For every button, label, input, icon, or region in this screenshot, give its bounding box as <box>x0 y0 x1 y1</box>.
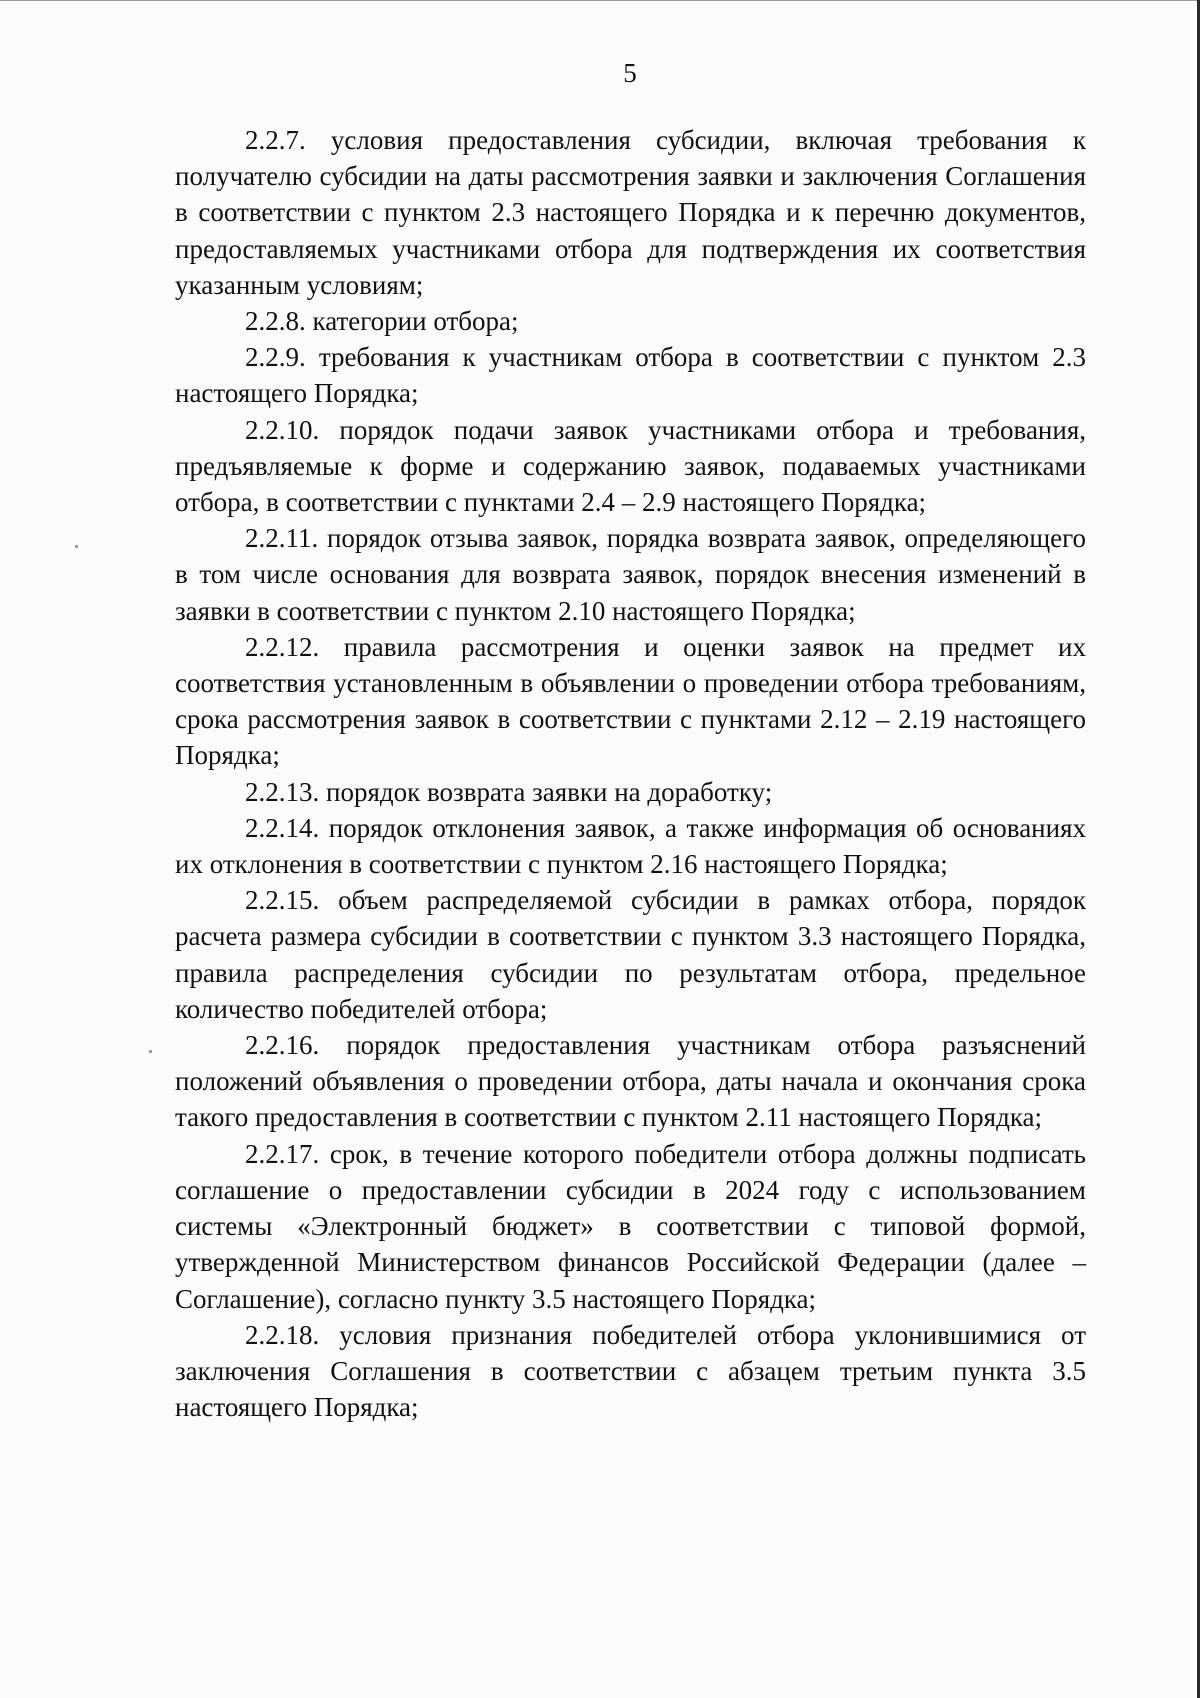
paragraph-2-2-14: 2.2.14. порядок отклонения заявок, а также информация об основаниях их отклонения в соответствии с пунктом 2.16 настоящего Порядка; <box>175 812 1086 880</box>
paragraph-2-2-11: 2.2.11. порядок отзыва заявок, порядка возврата заявок, определяющего в том числе основания для возврата заявок, порядок внесения изменений в заявки в соответствии с пунктом 2.10 настоящего Порядка; <box>175 523 1086 626</box>
paragraph-2-2-15: 2.2.15. объем распределяемой субсидии в рамках отбора, порядок расчета размера субсидии в соответствии с пунктом 3.3 настоящего Порядка, правила распределения субсидии по результатам отбора, предельное количество победителей отбора; <box>175 885 1086 1024</box>
paragraph-2-2-13: 2.2.13. порядок возврата заявки на доработку; <box>245 776 773 807</box>
paragraph-2-2-9: 2.2.9. требования к участникам отбора в соответствии с пунктом 2.3 настоящего Порядка; <box>175 342 1086 409</box>
paragraph-2-2-17: 2.2.17. срок, в течение которого победители отбора должны подписать соглашение о предоставлении субсидии в 2024 году с использованием системы «Электронный бюджет» в соответствии с типовой формой, утвержденной Министерством финансов Российской Федерации (далее – Соглашение), согласно пункту 3.5 настоящего Порядка; <box>175 1138 1086 1314</box>
page-number: 5 <box>623 58 637 88</box>
document-body <box>175 122 1086 1425</box>
scan-edge-top <box>0 0 1200 1</box>
scan-speck <box>149 1050 152 1053</box>
paragraph-2-2-12: 2.2.12. правила рассмотрения и оценки заявок на предмет их соответствия установленным в объявлении о проведении отбора требованиям, срока рассмотрения заявок в соответствии с пунктами 2.12 – 2.19 настоящего Порядка; <box>175 631 1086 771</box>
paragraph-2-2-16: 2.2.16. порядок предоставления участникам отбора разъяснений положений объявления о проведении отбора, даты начала и окончания срока такого предоставления в соответствии с пунктом 2.11 настоящего Порядка; <box>175 1030 1086 1133</box>
paragraph-2-2-8: 2.2.8. категории отбора; <box>245 306 519 337</box>
paragraph-2-2-10: 2.2.10. порядок подачи заявок участниками отбора и требования, предъявляемые к форме и содержанию заявок, подаваемых участниками отбора, в соответствии с пунктами 2.4 – 2.9 настоящего Порядка; <box>175 414 1086 518</box>
paragraph-2-2-7: 2.2.7. условия предоставления субсидии, включая требования к получателю субсидии на даты рассмотрения заявки и заключения Соглашения в соответствии с пунктом 2.3 настоящего Порядка и к перечню документов, предоставляемых участниками отбора для подтверждения их соответствия указанным условиям; <box>175 125 1086 300</box>
paragraph-2-2-18: 2.2.18. условия признания победителей отбора уклонившимися от заключения Соглашения в соответствии с абзацем третьим пункта 3.5 настоящего Порядка; <box>175 1319 1086 1423</box>
scan-speck <box>75 545 78 548</box>
